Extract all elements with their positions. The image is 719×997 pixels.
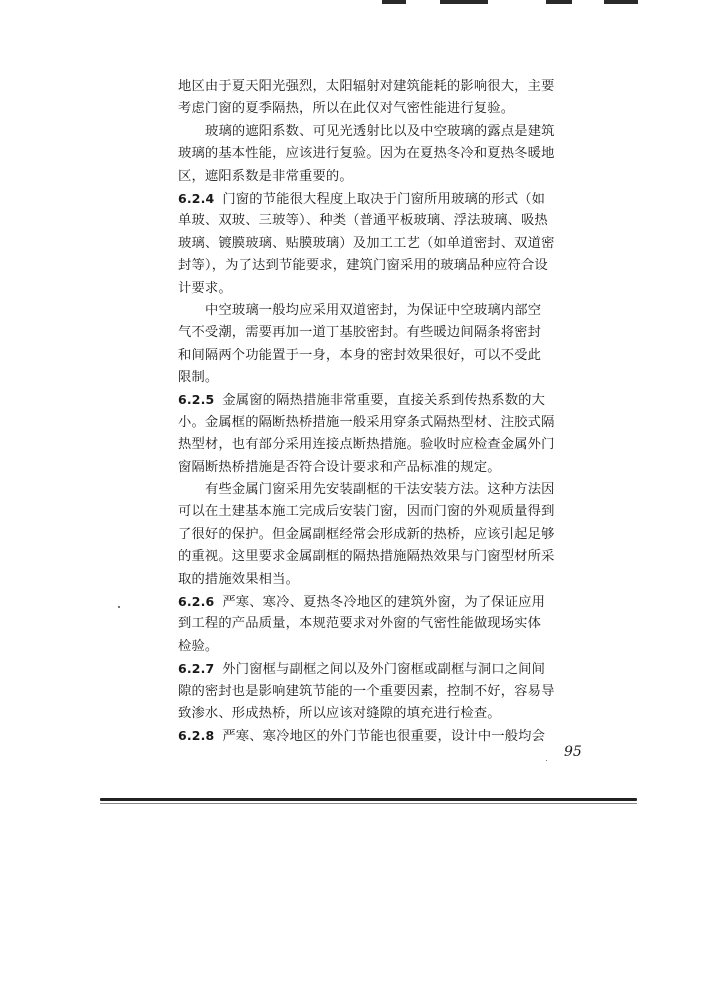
text-line [178,524,594,546]
line-text: 严寒、寒冷、夏热冬冷地区的建筑外窗，为了保证应用 [222,594,546,610]
text-line [178,233,594,255]
text-line [178,255,594,277]
text-line [178,501,594,523]
line-text: 检验。 [178,638,219,654]
text-line [178,681,594,703]
line-text: 玻璃、镀膜玻璃、贴膜玻璃）及加工工艺（如单道密封、双道密 [178,235,555,251]
line-text: 门窗的节能很大程度上取决于门窗所用玻璃的形式（如 [222,191,546,207]
text-line [178,434,594,456]
line-text: 取的措施效果相当。 [178,571,300,587]
text-line [178,613,594,635]
scan-mark-top-1 [382,0,406,4]
text-line [178,143,594,165]
bottom-rule [100,798,637,801]
line-text: 的重视。这里要求金属副框的隔热措施隔热效果与门窗型材所采 [178,549,555,565]
text-line [178,300,594,322]
text-line [178,278,594,300]
text-line [178,457,594,479]
scan-mark-top-3 [546,0,572,4]
text-line [178,367,594,389]
line-text: 限制。 [178,370,219,386]
line-text: 了很好的保护。但金属副框经常会形成新的热桥，应该引起足够 [178,526,555,542]
line-text: 热型材，也有部分采用连接点断热措施。验收时应检查金属外门 [178,437,555,453]
line-text: 和间隔两个功能置于一身，本身的密封效果很好，可以不受此 [178,347,542,363]
text-line [178,703,594,725]
text-line [178,412,594,434]
text-line [178,591,594,613]
line-text: 中空玻璃一般均应采用双道密封，为保证中空玻璃内部空 [205,302,542,318]
scan-speck [118,606,120,608]
line-text: 致渗水、形成热桥，所以应该对缝隙的填充进行检查。 [178,705,501,721]
line-text: 可以在土建基本施工完成后安装门窗，因而门窗的外观质量得到 [178,504,555,520]
text-line [178,636,594,658]
line-text: 隙的密封也是影响建筑节能的一个重要因素，控制不好，容易导 [178,683,555,699]
text-line [178,569,594,591]
text-line [178,479,594,501]
section-number: 6.2.5 [178,392,215,408]
line-text: 小。金属框的隔断热桥措施一般采用穿条式隔热型材、注胶式隔 [178,414,555,430]
text-line [178,210,594,232]
section-number: 6.2.8 [178,728,215,744]
text-line [178,322,594,344]
page-body [178,76,594,748]
line-text: 玻璃的遮阳系数、可见光透射比以及中空玻璃的露点是建筑 [205,123,555,139]
line-text: 有些金属门窗采用先安装副框的干法安装方法。这种方法因 [205,482,555,498]
section-number: 6.2.7 [178,661,215,677]
text-line [178,166,594,188]
line-text: 外门窗框与副框之间以及外门窗框或副框与洞口之间间 [222,662,546,678]
page-number: 95 [564,744,582,760]
line-text: 地区由于夏天阳光强烈，太阳辐射对建筑能耗的影响很大，主要 [178,79,555,94]
scan-speck [546,760,547,761]
line-text: 考虑门窗的夏季隔热，所以在此仅对气密性能进行复验。 [178,101,515,117]
bottom-rule-shadow [100,803,637,804]
text-line [178,98,594,120]
line-text: 到工程的产品质量，本规范要求对外窗的气密性能做现场实体 [178,616,542,632]
text-line [178,76,594,98]
line-text: 计要求。 [178,280,232,296]
line-text: 气不受潮，需要再加一道丁基胶密封。有些暖边间隔条将密封 [178,325,542,341]
line-text: 窗隔断热桥措施是否符合设计要求和产品标准的规定。 [178,459,501,475]
text-line [178,725,594,747]
text-line [178,188,594,210]
scan-mark-top-4 [604,0,638,4]
text-line [178,658,594,680]
scan-mark-top-2 [440,0,488,4]
line-text: 区，遮阳系数是非常重要的。 [178,168,353,184]
text-line [178,345,594,367]
line-text: 封等），为了达到节能要求，建筑门窗采用的玻璃品种应符合设 [178,258,548,274]
section-number: 6.2.4 [178,190,215,206]
line-text: 金属窗的隔热措施非常重要，直接关系到传热系数的大 [222,393,546,409]
line-text: 严寒、寒冷地区的外门节能也很重要，设计中一般均会 [222,729,546,745]
line-text: 单玻、双玻、三玻等）、种类（普通平板玻璃、浮法玻璃、吸热 [178,213,548,229]
text-line [178,546,594,568]
text-line [178,121,594,143]
text-line [178,389,594,411]
section-number: 6.2.6 [178,593,215,609]
line-text: 玻璃的基本性能，应该进行复验。因为在夏热冬冷和夏热冬暖地 [178,146,555,162]
